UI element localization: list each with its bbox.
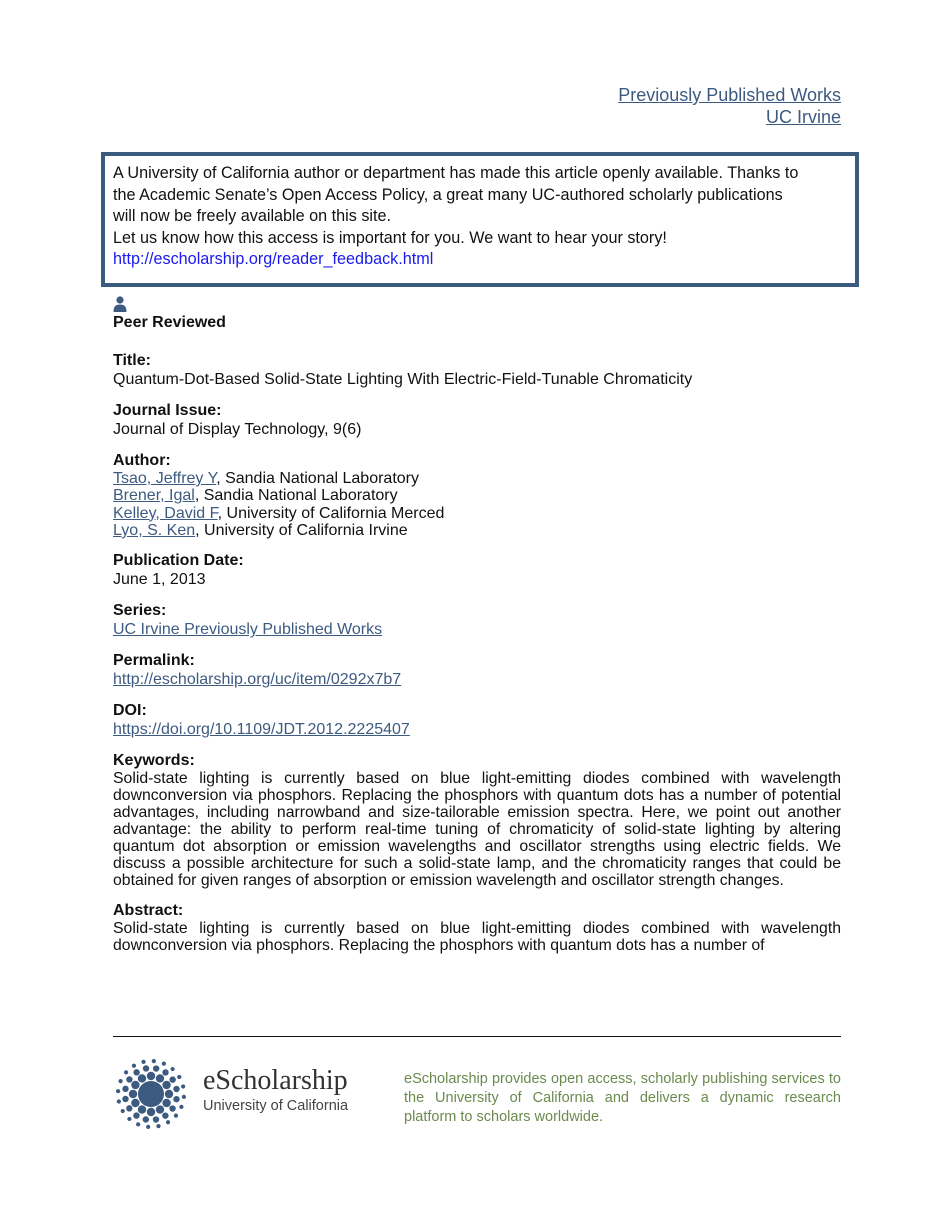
- author-link[interactable]: Lyo, S. Ken: [113, 521, 196, 539]
- doi-field: [113, 701, 841, 739]
- author-link[interactable]: Tsao, Jeffrey Y: [113, 470, 217, 487]
- author-link[interactable]: Kelley, David F: [113, 504, 218, 522]
- feedback-link[interactable]: http://escholarship.org/reader_feedback.html: [113, 250, 434, 268]
- permalink-link[interactable]: http://escholarship.org/uc/item/0292x7b7: [113, 671, 402, 689]
- author-affiliation: , University of California Irvine: [195, 521, 408, 539]
- author-row: [113, 470, 841, 487]
- header-links: [618, 84, 841, 128]
- publication-date: June 1, 2013: [113, 571, 206, 589]
- series-link[interactable]: UC Irvine Previously Published Works: [113, 621, 383, 639]
- author-affiliation: , Sandia National Laboratory: [194, 487, 398, 505]
- doi-label: DOI:: [113, 702, 147, 720]
- keywords-label: Keywords:: [113, 752, 195, 770]
- notice-line-1: A University of California author or department has made this article openly available. Thanks to: [113, 164, 799, 182]
- journal-label: Journal Issue:: [113, 402, 222, 419]
- permalink-field: [113, 651, 841, 689]
- author-row: [113, 505, 841, 522]
- author-link[interactable]: Brener, Igal: [113, 487, 195, 505]
- brand-subtitle: University of California: [203, 1098, 349, 1114]
- notice-line-2: the Academic Senate’s Open Access Policy, a great many UC-authored scholarly publications: [113, 185, 783, 204]
- author-field: [113, 451, 841, 539]
- previously-published-works-link[interactable]: Previously Published Works: [618, 85, 841, 105]
- title-label: Title:: [113, 352, 151, 369]
- journal-issue: Journal of Display Technology, 9(6): [113, 421, 362, 438]
- author-row: [113, 522, 841, 539]
- notice-line-4: Let us know how this access is important for you. We want to hear your story!: [113, 228, 667, 247]
- title-field: [113, 351, 841, 389]
- publication-date-label: Publication Date:: [113, 552, 244, 570]
- peer-reviewed-label: Peer Reviewed: [113, 314, 226, 331]
- publication-date-field: [113, 551, 841, 589]
- series-field: [113, 601, 841, 639]
- author-row: [113, 487, 841, 504]
- author-affiliation: , University of California Merced: [217, 504, 445, 522]
- doi-link[interactable]: https://doi.org/10.1109/JDT.2012.2225407: [113, 721, 410, 739]
- permalink-label: Permalink:: [113, 652, 195, 670]
- abstract-field: [113, 901, 841, 954]
- notice-line-3: will now be freely available on this site.: [113, 207, 392, 225]
- footer-divider: [113, 1036, 841, 1037]
- keywords-text: Solid-state lighting is currently based on blue light-emitting diodes combined with wavelength downconversion via phosphors. Replacing the phosphors with quantum dots has a number of potential advantages, including narrowband and size-tailorable emission spectra. Here, we point out another advantage: the ability to perform real-time tuning of chromaticity of solid-state lighting by altering quantum dot absorption or emission wavelengths and oscillator strengths using electric fields. We discuss a possible architecture for such a solid-state lamp, and the chromaticity ranges that could be obtained for given ranges of absorption or emission wavelength and oscillator strength changes.: [113, 770, 841, 890]
- abstract-label: Abstract:: [113, 902, 184, 920]
- escholarship-brand[interactable]: [203, 1066, 348, 1114]
- person-icon: [113, 296, 127, 312]
- uc-irvine-link[interactable]: UC Irvine: [765, 107, 841, 127]
- abstract-text: Solid-state lighting is currently based on blue light-emitting diodes combined with wavelength downconversion via phosphors. Replacing the phosphors with quantum dots has a number of: [113, 920, 841, 955]
- keywords-field: [113, 751, 841, 889]
- open-access-notice: [101, 152, 859, 287]
- brand-name: eScholarship: [203, 1065, 348, 1096]
- journal-field: [113, 401, 841, 439]
- article-metadata: [113, 351, 841, 966]
- series-label: Series:: [113, 602, 167, 620]
- peer-reviewed-section: [113, 296, 226, 332]
- author-affiliation: , Sandia National Laboratory: [216, 470, 419, 487]
- author-label: Author:: [113, 452, 171, 469]
- escholarship-logo-icon[interactable]: [115, 1058, 187, 1130]
- article-title: Quantum-Dot-Based Solid-State Lighting With Electric-Field-Tunable Chromaticity: [113, 371, 693, 388]
- footer-tagline: eScholarship provides open access, scholarly publishing services to the University of California and delivers a dynamic research platform to scholars worldwide.: [404, 1071, 841, 1125]
